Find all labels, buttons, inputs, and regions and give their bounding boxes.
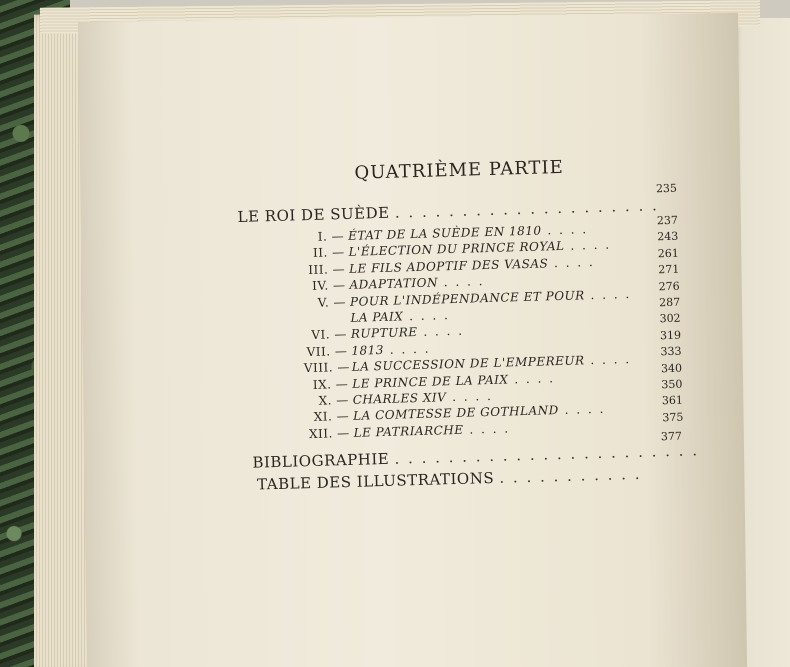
chapter-title: ADAPTATION xyxy=(349,275,439,293)
bibliography-page: 377 xyxy=(660,429,683,444)
bibliography-title: BIBLIOGRAPHIE xyxy=(252,449,390,472)
chapter-row xyxy=(350,308,450,325)
leader-dots: . . . . . . . . . . . xyxy=(499,464,642,487)
chapter-number: IX. — xyxy=(312,376,349,392)
chapter-title: RUPTURE xyxy=(350,325,418,342)
chapter-title: 1813 xyxy=(351,342,385,358)
chapter-number: VIII. — xyxy=(303,360,351,376)
chapter-title: POUR L'INDÉPENDANCE ET POUR xyxy=(349,287,585,309)
leader-dots: . . . . xyxy=(403,308,450,324)
chapter-page-number: 287 xyxy=(658,295,681,310)
chapter-page-number: 243 xyxy=(657,230,679,244)
chapter-number: X. — xyxy=(318,392,349,408)
chapter-page-number: 361 xyxy=(661,394,684,408)
chapter-page-number: 333 xyxy=(660,344,682,359)
chapter-number: VI. — xyxy=(311,327,348,343)
chapter-title: LA SUCCESSION DE L'EMPEREUR xyxy=(351,353,585,375)
chapter-title: LA PAIX xyxy=(350,309,404,325)
leader-dots: . . . . xyxy=(437,274,485,290)
chapter-page-number: 340 xyxy=(660,361,683,375)
chapter-title: LE FILS ADOPTIF DES VASAS xyxy=(348,256,549,276)
chapter-number: XII. — xyxy=(308,425,350,441)
chapter-page-number: 302 xyxy=(659,312,681,326)
chapter-page-number: 261 xyxy=(657,246,679,261)
leader-dots: . . . . . . . . . . . . . . . . . . . . xyxy=(394,196,659,222)
leader-dots: . . . . xyxy=(463,421,511,437)
chapter-page-number: 319 xyxy=(659,328,682,343)
chapter-number: I. — xyxy=(317,229,345,244)
leader-dots: . . . . xyxy=(584,352,632,368)
leader-dots: . . . . xyxy=(584,286,632,302)
chapter-number: IV. — xyxy=(311,278,346,294)
leader-dots: . . . . xyxy=(548,254,595,271)
leader-dots: . . . . xyxy=(383,341,431,357)
part-title: QUATRIÈME PARTIE xyxy=(354,156,565,184)
chapter-title: L'ÉLECTION DU PRINCE ROYAL xyxy=(348,239,565,260)
chapter-title: ÉTAT DE LA SUÈDE EN 1810 xyxy=(347,223,542,243)
illustrations-title: TABLE DES ILLUSTRATIONS xyxy=(256,468,495,494)
chapter-number: II. — xyxy=(312,245,345,261)
leader-dots: . . . . xyxy=(564,237,612,254)
chapter-page-number: 350 xyxy=(661,377,683,392)
chapter-page-number: 237 xyxy=(656,213,679,228)
leader-dots: . . . . xyxy=(446,388,493,405)
chapter-number: XI. — xyxy=(313,409,350,425)
chapter-title: LE PATRIARCHE xyxy=(353,422,464,440)
leader-dots: . . . . . . . . . . . . . . . . . . . . . . . xyxy=(394,441,700,468)
chapter-title: LA COMTESSE DE GOTHLAND xyxy=(353,403,559,424)
chapter-page-number: 375 xyxy=(662,410,684,424)
facing-page-fragments xyxy=(765,440,790,640)
chapter-number: VII. — xyxy=(306,343,348,359)
chapter-number: III. — xyxy=(308,261,346,277)
leader-dots: . . . . xyxy=(541,222,589,238)
chapter-page-number: 271 xyxy=(658,262,680,277)
leader-dots: . . . . xyxy=(508,370,556,387)
chapter-title: LE PRINCE DE LA PAIX xyxy=(352,372,509,391)
section-title: LE ROI DE SUÈDE xyxy=(237,203,390,226)
leader-dots: . . . . xyxy=(558,402,606,418)
leader-dots: . . . . xyxy=(417,324,465,340)
section-page-number: 235 xyxy=(655,181,678,196)
chapter-number: V. — xyxy=(317,294,347,310)
chapter-title: CHARLES XIV xyxy=(352,390,447,407)
chapter-page-number: 276 xyxy=(658,279,680,293)
